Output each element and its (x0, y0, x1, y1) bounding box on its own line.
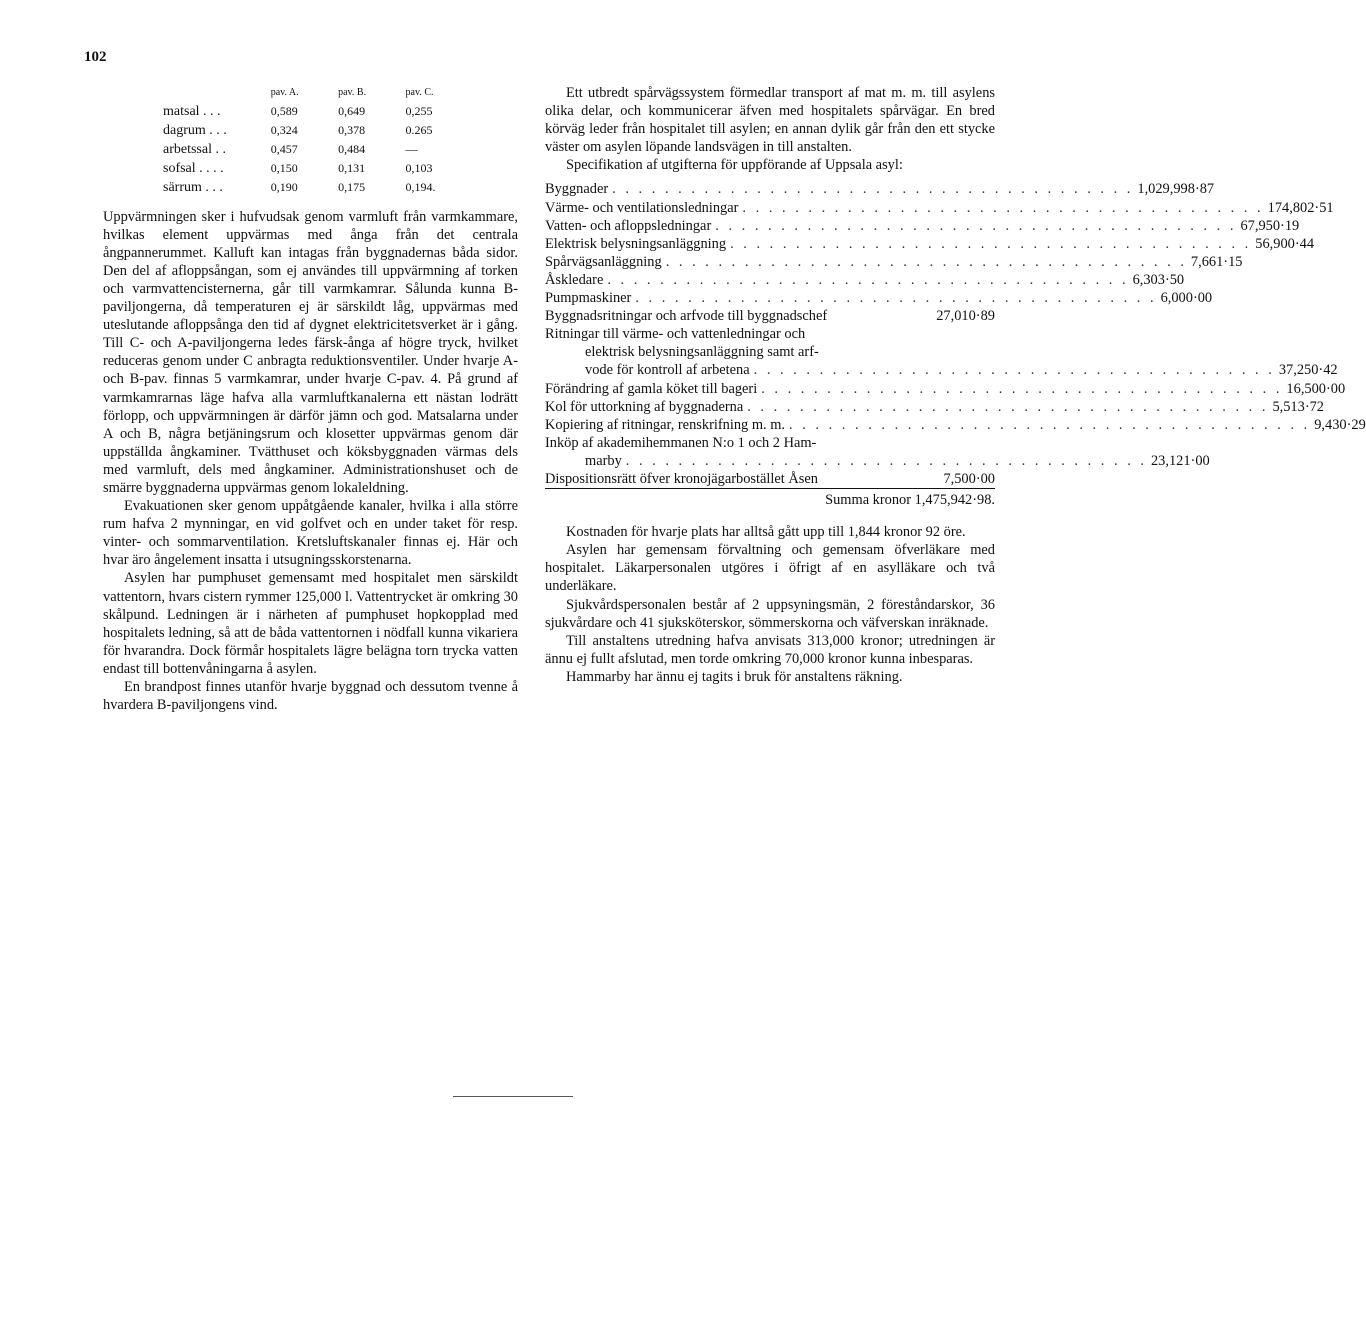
paragraph-staff: Sjukvårdspersonalen består af 2 uppsyningsmän, 2 föreståndarskor, 36 sjukvårdare och 41 sjuksköterskor, sömmerskorna och väfverskan inräknade. (545, 596, 995, 631)
paragraph-cost-per-place: Kostnaden för hvarje plats har alltså gått upp till 1,844 kronor 92 öre. (566, 524, 966, 541)
cost-amount: 23,121·00 (1150, 452, 1210, 469)
value-b: 0,484 (338, 142, 366, 157)
cost-desc: Byggnadsritningar och arfvode till byggnadschef (545, 308, 828, 325)
value-b: 0,378 (338, 123, 366, 138)
value-a: 0,324 (270, 123, 298, 138)
list-item (545, 235, 1315, 253)
value-c: 0,255 (405, 104, 433, 119)
room-name: sofsal . . . . (163, 161, 224, 177)
cost-amount: 6,303·50 (1132, 271, 1185, 288)
value-b: 0,175 (338, 180, 366, 195)
list-item (545, 361, 1338, 379)
list-item (545, 271, 1185, 289)
list-item (545, 217, 1300, 235)
leader-dots: . . . . . . . . . . . . . . . . . . . . . . . . . . . . . . . . . . . . . . . . (753, 362, 1275, 379)
paragraph-budget: Till anstaltens utredning hafva anvisats 313,000 kronor; utredningen är ännu ej fullt afslutad, men torde omkring 70,000 kronor kunna inbesparas. (545, 632, 995, 667)
paragraph-tramway: Ett utbredt spårvägssystem förmedlar transport af mat m. m. till asylens olika delar, och kommunicerar äfven med hospitalets spårvägar. En bred körväg leder från hospitalet till asylen; en annan dylik går från den ett stycke väster om asylen löpande landsvägen in till anstalten. (545, 85, 995, 156)
pavilion-table (163, 84, 473, 198)
cost-desc: vode för kontroll af arbetena (585, 362, 750, 379)
paragraph-specification: Specifikation af utgifterna för uppförande af Uppsala asyl: (566, 157, 903, 174)
list-item (545, 325, 995, 343)
leader-dots: . . . . . . . . . . . . . . . . . . . . . . . . . . . . . . . . . . . . . . . . (607, 271, 1129, 288)
table-row (163, 102, 473, 121)
leader-dots: . . . . . . . . . . . . . . . . . . . . . . . . . . . . . . . . . . . . . . . . (789, 416, 1311, 433)
cost-amount: 1,029,998·87 (1137, 181, 1215, 198)
value-b: 0,131 (338, 161, 366, 176)
paragraph-evacuation: Evakuationen sker genom uppåtgående kanaler, hvilka i alla större rum hafva 2 mynningar, en vid golfvet och en under taket för resp. vinter- och sommarventilation. Kretsluftskanaler finnas ej. Här och hvar äro ångelement insatta i utsugningsskorstenarna. (103, 498, 518, 569)
list-item (545, 253, 1243, 271)
right-column (545, 84, 1366, 686)
cost-desc: marby (585, 452, 622, 469)
list-item (545, 398, 1324, 416)
room-name: matsal . . . (163, 104, 221, 120)
leader-dots: . . . . . . . . . . . . . . . . . . . . . . . . . . . . . . . . . . . . . . . . (715, 217, 1237, 234)
cost-desc: Åskledare (545, 271, 604, 288)
pavilion-table-wrap (103, 84, 518, 198)
cost-desc: Elektrisk belysningsanläggning (545, 235, 727, 252)
cost-desc: Pumpmaskiner (545, 290, 632, 307)
cost-amount: 67,950·19 (1240, 217, 1300, 234)
cost-amount: 174,802·51 (1267, 199, 1334, 216)
value-c: 0.265 (405, 123, 433, 138)
leader-dots: . . . . . . . . . . . . . . . . . . . . . . . . . . . . . . . . . . . . . . . . (747, 398, 1269, 415)
cost-total: Summa kronor 1,475,942·98. (825, 492, 995, 509)
leader-dots: . . . . . . . . . . . . . . . . . . . . . . . . . . . . . . . . . . . . . . . . (665, 253, 1187, 270)
paragraph-water: Asylen har pumphuset gemensamt med hospitalet men särskildt vattentorn, hvars cistern rymmer 125,000 l. Vattentrycket är omkring 30 skålpund. Ledningen är i närheten af pumphuset hopkopplad med hospitalets ledning, så att de båda vattentornen i nödfall kunna vikariera för hvarandra. Dock förmår hospitalets lägre belägna torn trycka vatten endast till bottenvåningarna å asylen. (103, 570, 518, 677)
list-item (545, 199, 1334, 217)
list-item (545, 380, 1346, 398)
cost-desc: Spårvägsanläggning (545, 253, 662, 270)
paragraph-hammarby: Hammarby har ännu ej tagits i bruk för anstaltens räkning. (566, 668, 903, 685)
paragraph-administration: Asylen har gemensam förvaltning och gemensam öfverläkare med hospitalet. Läkarpersonalen utgöres i öfrigt af en asylläkare och två underläkare. (545, 542, 995, 595)
table-row (163, 178, 473, 197)
cost-desc: Byggnader (545, 181, 609, 198)
list-item (545, 180, 1215, 198)
room-name: särrum . . . (163, 180, 223, 196)
room-name: dagrum . . . (163, 123, 227, 139)
value-c: 0,194. (405, 180, 436, 195)
cost-amount: 7,500·00 (943, 470, 995, 487)
cost-desc: Kopiering af ritningar, renskrifning m. m. (545, 416, 786, 433)
cost-amount: 9,430·29 (1314, 416, 1366, 433)
cost-desc: Vatten- och afloppsledningar (545, 217, 712, 234)
end-rule (453, 1096, 573, 1097)
value-a: 0,150 (270, 161, 298, 176)
list-item (545, 289, 1213, 307)
table-row (163, 159, 473, 178)
table-row (163, 140, 473, 159)
value-c: 0,103 (405, 161, 433, 176)
list-item (545, 343, 995, 361)
value-c: — (405, 142, 418, 157)
list-item (545, 307, 995, 325)
list-item (545, 470, 995, 489)
table-row (163, 121, 473, 140)
cost-list (545, 180, 1366, 489)
cost-desc: Förändring af gamla köket till bageri (545, 380, 758, 397)
cost-desc: Kol för uttorkning af byggnaderna (545, 398, 744, 415)
value-a: 0,589 (270, 104, 298, 119)
pavilion-header-blank (163, 84, 271, 102)
cost-amount: 5,513·72 (1272, 398, 1324, 415)
cost-amount: 37,250·42 (1278, 362, 1338, 379)
room-name: arbetssal . . (163, 142, 226, 158)
value-a: 0,190 (270, 180, 298, 195)
leader-dots: . . . . . . . . . . . . . . . . . . . . . . . . . . . . . . . . . . . . . . . . (761, 380, 1283, 397)
cost-amount: 27,010·89 (936, 308, 995, 325)
paragraph-fire: En brandpost finnes utanför hvarje byggnad och dessutom tvenne å hvardera B-paviljongens vind. (103, 679, 518, 714)
leader-dots: . . . . . . . . . . . . . . . . . . . . . . . . . . . . . . . . . . . . . . . . (612, 181, 1134, 198)
cost-amount: 7,661·15 (1190, 253, 1243, 270)
leader-dots: . . . . . . . . . . . . . . . . . . . . . . . . . . . . . . . . . . . . . . . . (730, 235, 1252, 252)
pavilion-header-b: pav. B. (338, 87, 367, 98)
leader-dots: . . . . . . . . . . . . . . . . . . . . . . . . . . . . . . . . . . . . . . . . (635, 290, 1157, 307)
paragraph-heating: Uppvärmningen sker i hufvudsak genom varmluft från varmkammare, hvilkas element uppvärmas med ånga från det centrala ångpannerummet. Kalluft kan intagas från byggnadernas båda sidor. Den del af afloppsångan, som ej användes till uppvärmning af torken och varmvattencisternerna, går till varmkamrar. Sålunda kunna B-paviljongerna, då temperaturen ej är särskildt låg, uppvärmas med uteslutande afloppsånga den tid af dygnet elektricitetsverket är i gång. Till C- och A-paviljongerna ledes färsk-ånga af högre tryck, hvilket reduceras genom under C anbragta reduktionsventiler. Under hvarje A- och B-pav. finnas 5 varmkamrar, under hvarje C-pav. 4. På grund af varmkamrarnas läge hafva alla varmluftkanalerna ett nästan lodrätt förlopp, och uppvärmningen är därför jämn och god. Matsalarna under A och B, några betjäningsrum och klosetter uppvärmas genom där uppställda ångkaminer. Tvätthuset och köksbyggnaden värmas dels med varmluft, dels med ångkaminer. Administrationshuset och de smärre byggnaderna uppvärmas genom lokaleldning. (103, 208, 518, 496)
cost-desc: elektrisk belysningsanläggning samt arf- (585, 344, 819, 361)
cost-amount: 16,500·00 (1286, 380, 1346, 397)
cost-desc: Ritningar till värme- och vattenledningar och (545, 326, 806, 343)
list-item (545, 416, 1366, 434)
cost-desc: Dispositionsrätt öfver kronojägarbostället Åsen (545, 470, 818, 487)
list-item (545, 452, 1210, 470)
pavilion-header-a: pav. A. (270, 87, 299, 98)
leader-dots: . . . . . . . . . . . . . . . . . . . . . . . . . . . . . . . . . . . . . . . . (625, 452, 1147, 469)
cost-desc: Inköp af akademihemmanen N:o 1 och 2 Ham- (545, 434, 817, 451)
list-item (545, 434, 995, 452)
page-number: 102 (84, 49, 107, 65)
cost-amount: 56,900·44 (1255, 235, 1315, 252)
cost-desc: Värme- och ventilationsledningar (545, 199, 739, 216)
cost-amount: 6,000·00 (1160, 290, 1213, 307)
leader-dots: . . . . . . . . . . . . . . . . . . . . . . . . . . . . . . . . . . . . . . . . (742, 199, 1264, 216)
value-b: 0,649 (338, 104, 366, 119)
left-column (103, 84, 518, 714)
pavilion-header-c: pav. C. (405, 87, 434, 98)
value-a: 0,457 (270, 142, 298, 157)
pavilion-table-header (163, 84, 473, 102)
